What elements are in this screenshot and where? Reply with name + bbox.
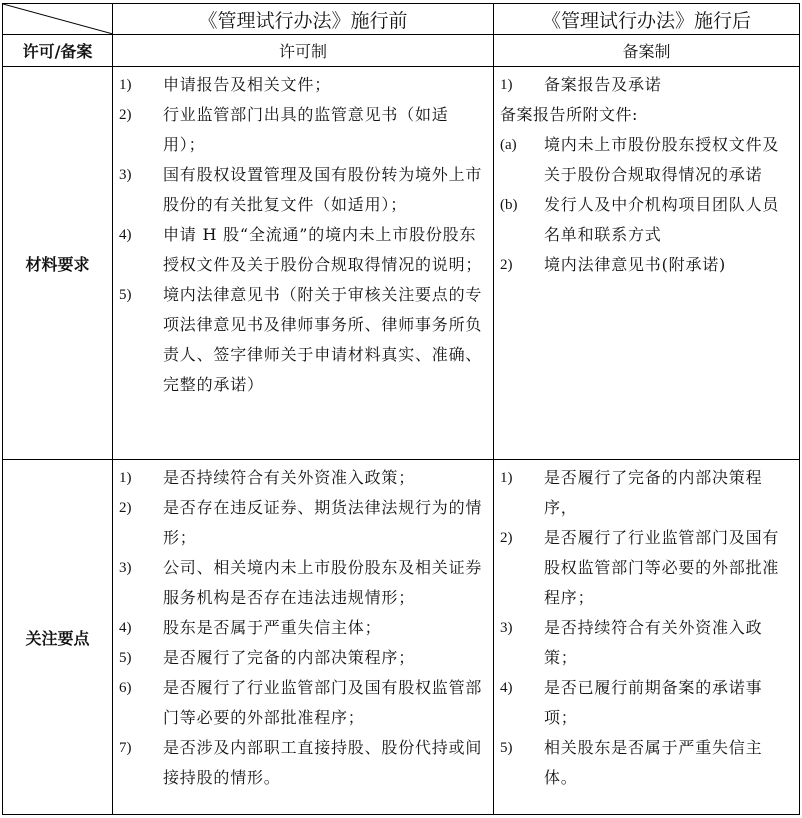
item-number: 4) <box>119 620 132 636</box>
item-text: 相关股东是否属于严重失信主体。 <box>544 738 763 787</box>
item-number: 3) <box>119 560 132 576</box>
list-item <box>500 463 793 523</box>
list-item <box>119 613 487 643</box>
attachment-note: 备案报告所附文件: <box>500 105 638 124</box>
list-item <box>500 250 793 280</box>
list-item <box>119 493 487 553</box>
item-text: 行业监管部门出具的监管意见书（如适用）； <box>163 105 449 154</box>
item-text: 境内法律意见书(附承诺) <box>544 255 727 274</box>
materials-before-cell <box>113 67 494 460</box>
item-number: 2) <box>500 257 513 273</box>
list-item <box>119 220 487 280</box>
item-text: 申请报告及相关文件； <box>163 75 332 94</box>
item-text: 是否已履行前期备案的承诺事项； <box>544 678 763 727</box>
item-number: 2) <box>500 530 513 546</box>
item-text: 是否持续符合有关外资准入政策； <box>163 468 416 487</box>
list-item <box>119 673 487 733</box>
item-text: 是否持续符合有关外资准入政策； <box>544 618 763 667</box>
comparison-table <box>2 3 800 815</box>
item-text: 国有股权设置管理及国有股份转为境外上市股份的有关批复文件（如适用）； <box>163 165 483 214</box>
item-number: 6) <box>119 680 132 696</box>
item-number: 2) <box>119 107 132 123</box>
item-text: 境内未上市股份股东授权文件及关于股份合规取得情况的承诺 <box>544 135 780 184</box>
item-number: 1) <box>500 77 513 93</box>
item-number: 1) <box>119 470 132 486</box>
list-item <box>500 733 793 793</box>
focus-after-cell <box>494 460 800 815</box>
list-item <box>119 70 487 100</box>
row-focus-points <box>3 460 800 815</box>
item-number: (a) <box>500 137 517 153</box>
subheader-row <box>3 35 800 67</box>
focus-before-cell <box>113 460 494 815</box>
item-number: 2) <box>119 500 132 516</box>
item-number: 3) <box>500 620 513 636</box>
item-text: 公司、相关境内未上市股份股东及相关证券服务机构是否存在违法违规情形； <box>163 558 483 607</box>
list-item <box>500 190 793 250</box>
list-item <box>119 553 487 613</box>
subheader-before: 许可制 <box>113 35 494 67</box>
row-materials <box>3 67 800 460</box>
item-text: 是否履行了行业监管部门及国有股权监管部门等必要的外部批准程序； <box>163 678 483 727</box>
item-text: 是否存在违反证券、期货法律法规行为的情形； <box>163 498 483 547</box>
header-row <box>3 4 800 35</box>
item-number: 4) <box>119 227 132 243</box>
item-text: 发行人及中介机构项目团队人员名单和联系方式 <box>544 195 780 244</box>
list-item <box>500 70 793 100</box>
item-number: 1) <box>500 470 513 486</box>
item-number: 7) <box>119 740 132 756</box>
item-number: (b) <box>500 197 518 213</box>
list-item <box>119 733 487 793</box>
materials-after-cell <box>494 67 800 460</box>
subheader-after: 备案制 <box>494 35 800 67</box>
item-text: 备案报告及承诺 <box>544 75 662 94</box>
item-number: 5) <box>500 740 513 756</box>
list-item <box>500 523 793 613</box>
list-item <box>500 130 793 190</box>
list-item <box>500 613 793 673</box>
list-item <box>500 673 793 733</box>
item-number: 4) <box>500 680 513 696</box>
diagonal-line <box>3 4 113 34</box>
item-text: 是否履行了完备的内部决策程序； <box>163 648 416 667</box>
list-item <box>119 280 487 400</box>
list-item <box>119 100 487 160</box>
row-label-focus: 关注要点 <box>3 460 113 815</box>
item-number: 5) <box>119 287 132 303</box>
corner-cell <box>3 4 113 35</box>
list-item <box>119 160 487 220</box>
item-text: 申请 H 股“全流通”的境内未上市股份股东授权文件及关于股份合规取得情况的说明； <box>163 225 483 274</box>
item-text: 境内法律意见书（附关于审核关注要点的专项法律意见书及律师事务所、律师事务所负责人、签字律师关于申请材料真实、准确、完整的承诺） <box>163 285 483 394</box>
list-item <box>119 463 487 493</box>
header-before: 《管理试行办法》施行前 <box>113 4 494 35</box>
item-text: 是否履行了行业监管部门及国有股权监管部门等必要的外部批准程序； <box>544 528 780 607</box>
item-text: 股东是否属于严重失信主体； <box>163 618 382 637</box>
item-number: 3) <box>119 167 132 183</box>
item-text: 是否涉及内部职工直接持股、股份代持或间接持股的情形。 <box>163 738 483 787</box>
item-text: 是否履行了完备的内部决策程序， <box>544 468 763 517</box>
row-label-materials: 材料要求 <box>3 67 113 460</box>
item-number: 5) <box>119 650 132 666</box>
header-after: 《管理试行办法》施行后 <box>494 4 800 35</box>
item-number: 1) <box>119 77 132 93</box>
subheader-label: 许可/备案 <box>3 35 113 67</box>
list-item <box>119 643 487 673</box>
